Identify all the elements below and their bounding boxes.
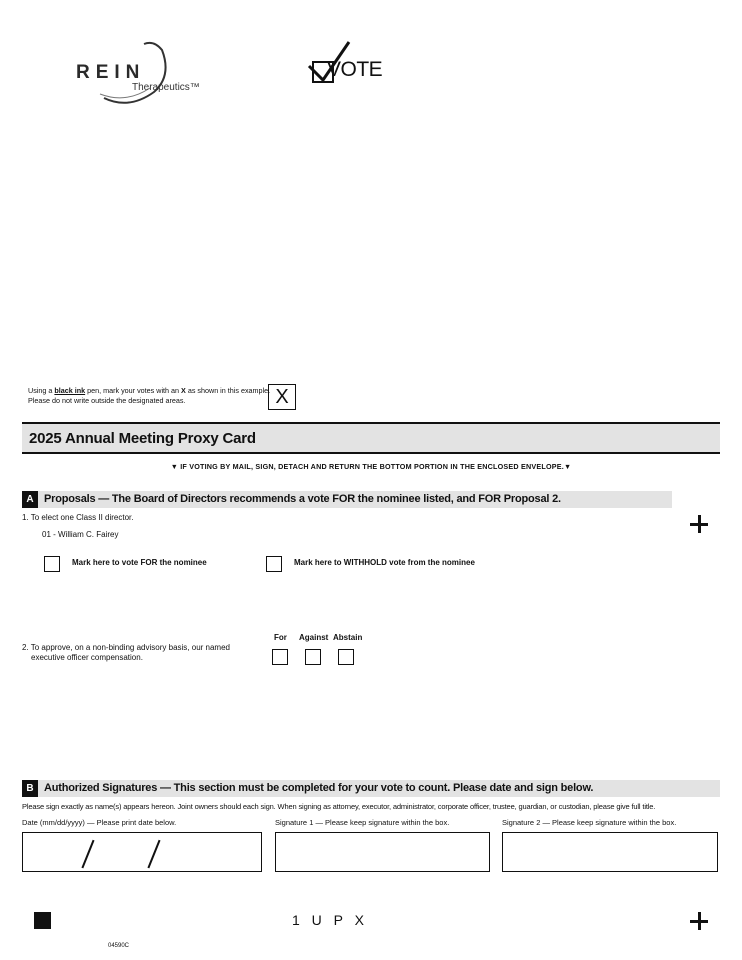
registration-square-mark: [34, 912, 51, 929]
withhold-vote-label: Mark here to WITHHOLD vote from the nominee: [294, 558, 475, 567]
date-separator-slash: [147, 840, 160, 868]
company-subtitle: Therapeutics™: [132, 82, 200, 93]
section-b-title: Authorized Signatures — This section must be completed for your vote to count. Please date and sign below.: [44, 782, 594, 794]
example-x-mark: X: [275, 386, 289, 408]
option-for-label: For: [274, 633, 287, 642]
date-input-box[interactable]: [22, 832, 262, 872]
proposal-1-text: 1. To elect one Class II director.: [22, 513, 134, 522]
signature-1-label: Signature 1 — Please keep signature within the box.: [275, 818, 450, 827]
nominee-name: 01 - William C. Fairey: [42, 530, 119, 539]
withhold-vote-checkbox[interactable]: [266, 556, 282, 572]
form-number: 04590C: [108, 943, 130, 949]
signature-1-box[interactable]: [275, 832, 490, 872]
section-b-letter: B: [22, 780, 38, 797]
date-separator-slash: [81, 840, 94, 868]
date-label: Date (mm/dd/yyyy) — Please print date below.: [22, 818, 177, 827]
registration-plus-icon: [690, 515, 708, 533]
vote-logo: [305, 40, 395, 86]
registration-plus-icon: [690, 912, 708, 930]
vote-for-nominee-label: Mark here to vote FOR the nominee: [72, 558, 207, 567]
card-title: 2025 Annual Meeting Proxy Card: [29, 430, 256, 447]
signature-instructions: Please sign exactly as name(s) appears hereon. Joint owners should each sign. When signing as attorney, executor, administrator, corporate officer, trustee, guardian, or custodian, please give full title.: [22, 802, 656, 811]
proposal-2-abstain-checkbox[interactable]: [338, 649, 354, 665]
example-mark-box: [268, 384, 296, 410]
instructions-line-2: Please do not write outside the designated areas.: [28, 396, 186, 405]
vote-word: VOTE: [327, 58, 383, 81]
signature-2-box[interactable]: [502, 832, 718, 872]
detach-notice: ▼ IF VOTING BY MAIL, SIGN, DETACH AND RETURN THE BOTTOM PORTION IN THE ENCLOSED ENVELOPE.▼: [170, 462, 572, 471]
option-against-label: Against: [299, 633, 329, 642]
rein-therapeutics-logo: [74, 40, 204, 106]
option-abstain-label: Abstain: [333, 633, 363, 642]
proposal-2-text: 2. To approve, on a non-binding advisory basis, our named executive officer compensation.: [22, 643, 230, 662]
company-wordmark: REIN: [76, 62, 146, 83]
marking-instructions: [28, 386, 273, 406]
section-b-header: [22, 780, 720, 797]
proposal-2-for-checkbox[interactable]: [272, 649, 288, 665]
section-a-letter: A: [22, 491, 38, 508]
footer-code: 1 U P X: [292, 912, 368, 928]
signature-2-label: Signature 2 — Please keep signature within the box.: [502, 818, 677, 827]
section-a-title: Proposals — The Board of Directors recommends a vote FOR the nominee listed, and FOR Proposal 2.: [44, 493, 561, 505]
section-a-header: [22, 491, 672, 508]
instructions-line-1: Using a black ink pen, mark your votes with an X as shown in this example.: [28, 386, 271, 395]
vote-for-nominee-checkbox[interactable]: [44, 556, 60, 572]
title-band: [22, 422, 720, 454]
proposal-2-against-checkbox[interactable]: [305, 649, 321, 665]
